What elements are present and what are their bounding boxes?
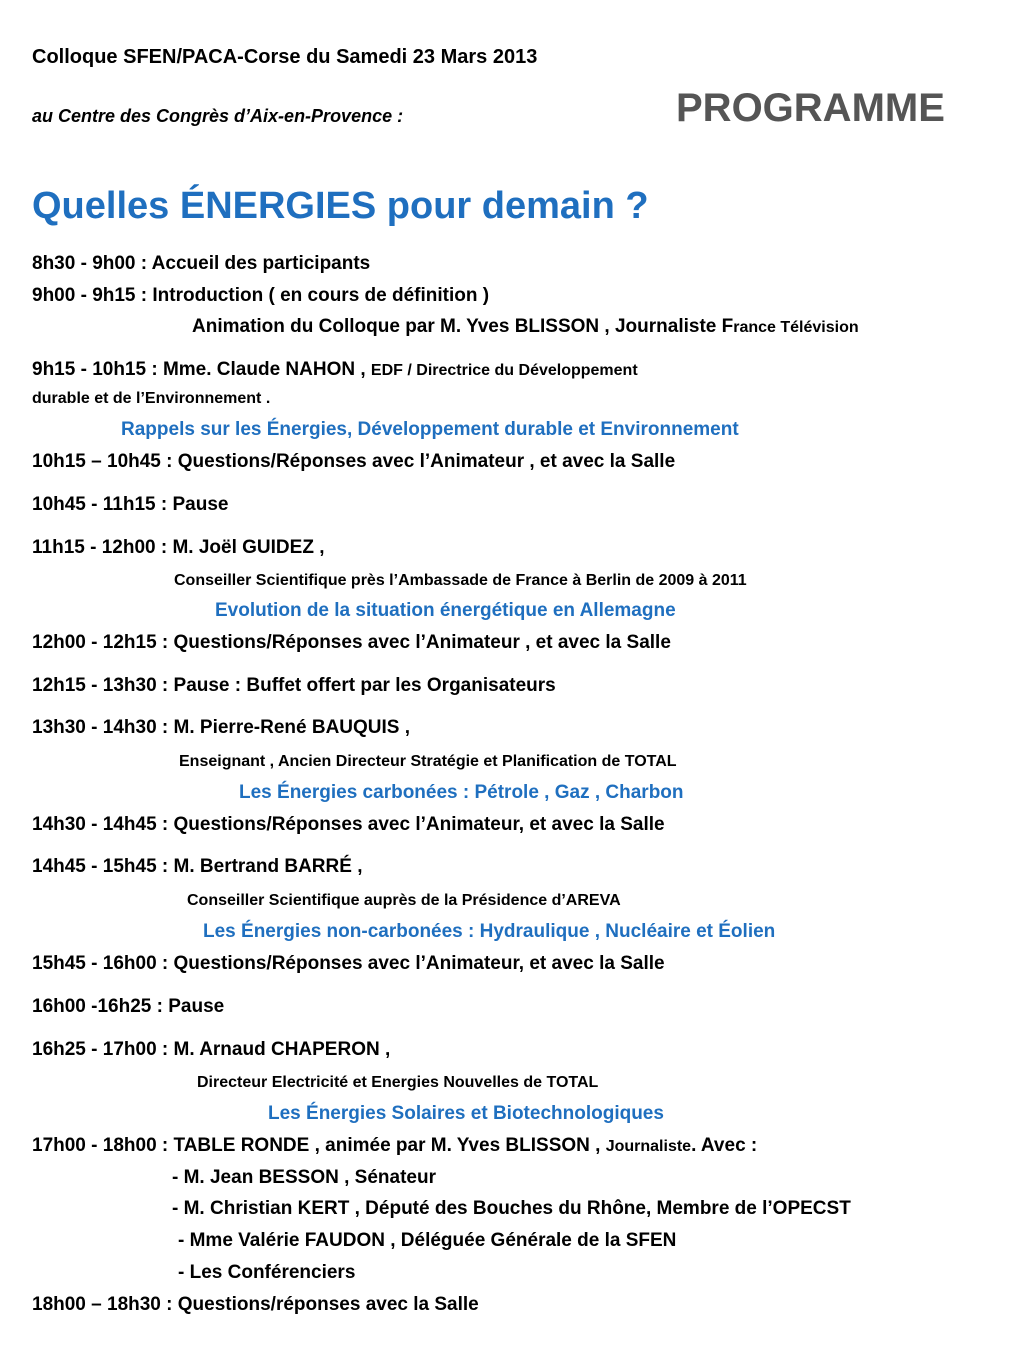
schedule-line: 11h15 - 12h00 : M. Joël GUIDEZ , — [32, 537, 325, 558]
schedule-line: 12h15 - 13h30 : Pause : Buffet offert par les Organisateurs — [32, 675, 556, 696]
panelist-item: - Les Conférenciers — [178, 1262, 356, 1283]
page-title: Quelles ÉNERGIES pour demain ? — [32, 185, 649, 227]
schedule-line: 10h45 - 11h15 : Pause — [32, 494, 229, 515]
talk-title: Evolution de la situation énergétique en Allemagne — [215, 600, 676, 621]
animation-text: Animation du Colloque par M. Yves BLISSON , Journaliste F — [192, 316, 734, 337]
speaker-role: Conseiller Scientifique près l’Ambassade de France à Berlin de 2009 à 2011 — [174, 572, 747, 589]
speaker-role: Enseignant , Ancien Directeur Stratégie et Planification de TOTAL — [179, 753, 677, 770]
schedule-line: 9h00 - 9h15 : Introduction ( en cours de définition ) — [32, 285, 490, 306]
schedule-line: 10h15 – 10h45 : Questions/Réponses avec l’Animateur , et avec la Salle — [32, 451, 676, 472]
schedule-line: 12h00 - 12h15 : Questions/Réponses avec l’Animateur , et avec la Salle — [32, 632, 671, 653]
schedule-line: 14h45 - 15h45 : M. Bertrand BARRÉ , — [32, 856, 363, 877]
schedule-line: 16h00 -16h25 : Pause — [32, 996, 225, 1017]
schedule-line: 18h00 – 18h30 : Questions/réponses avec la Salle — [32, 1294, 479, 1315]
speaker-role: Conseiller Scientifique auprès de la Présidence d’AREVA — [187, 892, 621, 909]
venue-line: au Centre des Congrès d’Aix-en-Provence : — [32, 106, 404, 126]
panelist-item: - Mme Valérie FAUDON , Déléguée Générale de la SFEN — [178, 1230, 677, 1251]
animation-text-small: rance T — [733, 319, 791, 336]
speaker-role: EDF / Directrice du Développement — [370, 362, 638, 379]
round-table-role: Journaliste — [605, 1138, 692, 1155]
talk-title: Les Énergies Solaires et Biotechnologiques — [268, 1103, 664, 1124]
schedule-line: 14h30 - 14h45 : Questions/Réponses avec l’Animateur, et avec la Salle — [32, 814, 665, 835]
schedule-line: 15h45 - 16h00 : Questions/Réponses avec l’Animateur, et avec la Salle — [32, 953, 665, 974]
schedule-line: 16h25 - 17h00 : M. Arnaud CHAPERON , — [32, 1039, 391, 1060]
programme-heading: PROGRAMME — [676, 86, 945, 130]
talk-title: Rappels sur les Énergies, Développement durable et Environnement — [121, 419, 739, 440]
round-table-with: . Avec : — [691, 1135, 758, 1156]
round-table-text: 17h00 - 18h00 : TABLE RONDE , animée par M. Yves BLISSON , — [32, 1135, 606, 1156]
panelist-item: - M. Christian KERT , Député des Bouches du Rhône, Membre de l’OPECST — [172, 1198, 851, 1219]
talk-title: Les Énergies carbonées : Pétrole , Gaz , Charbon — [239, 782, 684, 803]
schedule-line: 8h30 - 9h00 : Accueil des participants — [32, 253, 371, 274]
animation-text-small: élévision — [790, 319, 859, 336]
talk-title: Les Énergies non-carbonées : Hydraulique , Nucléaire et Éolien — [203, 921, 776, 942]
schedule-line — [32, 1136, 757, 1157]
panelist-item: - M. Jean BESSON , Sénateur — [172, 1167, 436, 1188]
schedule-line — [192, 317, 859, 338]
schedule-line: 13h30 - 14h30 : M. Pierre-René BAUQUIS , — [32, 717, 411, 738]
colloque-line: Colloque SFEN/PACA-Corse du Samedi 23 Mars 2013 — [32, 46, 538, 68]
speaker-text: 9h15 - 10h15 : Mme. Claude NAHON , — [32, 359, 371, 380]
speaker-role: durable et de l’Environnement . — [32, 390, 271, 407]
schedule-line — [32, 360, 638, 381]
speaker-role: Directeur Electricité et Energies Nouvelles de TOTAL — [197, 1074, 599, 1091]
